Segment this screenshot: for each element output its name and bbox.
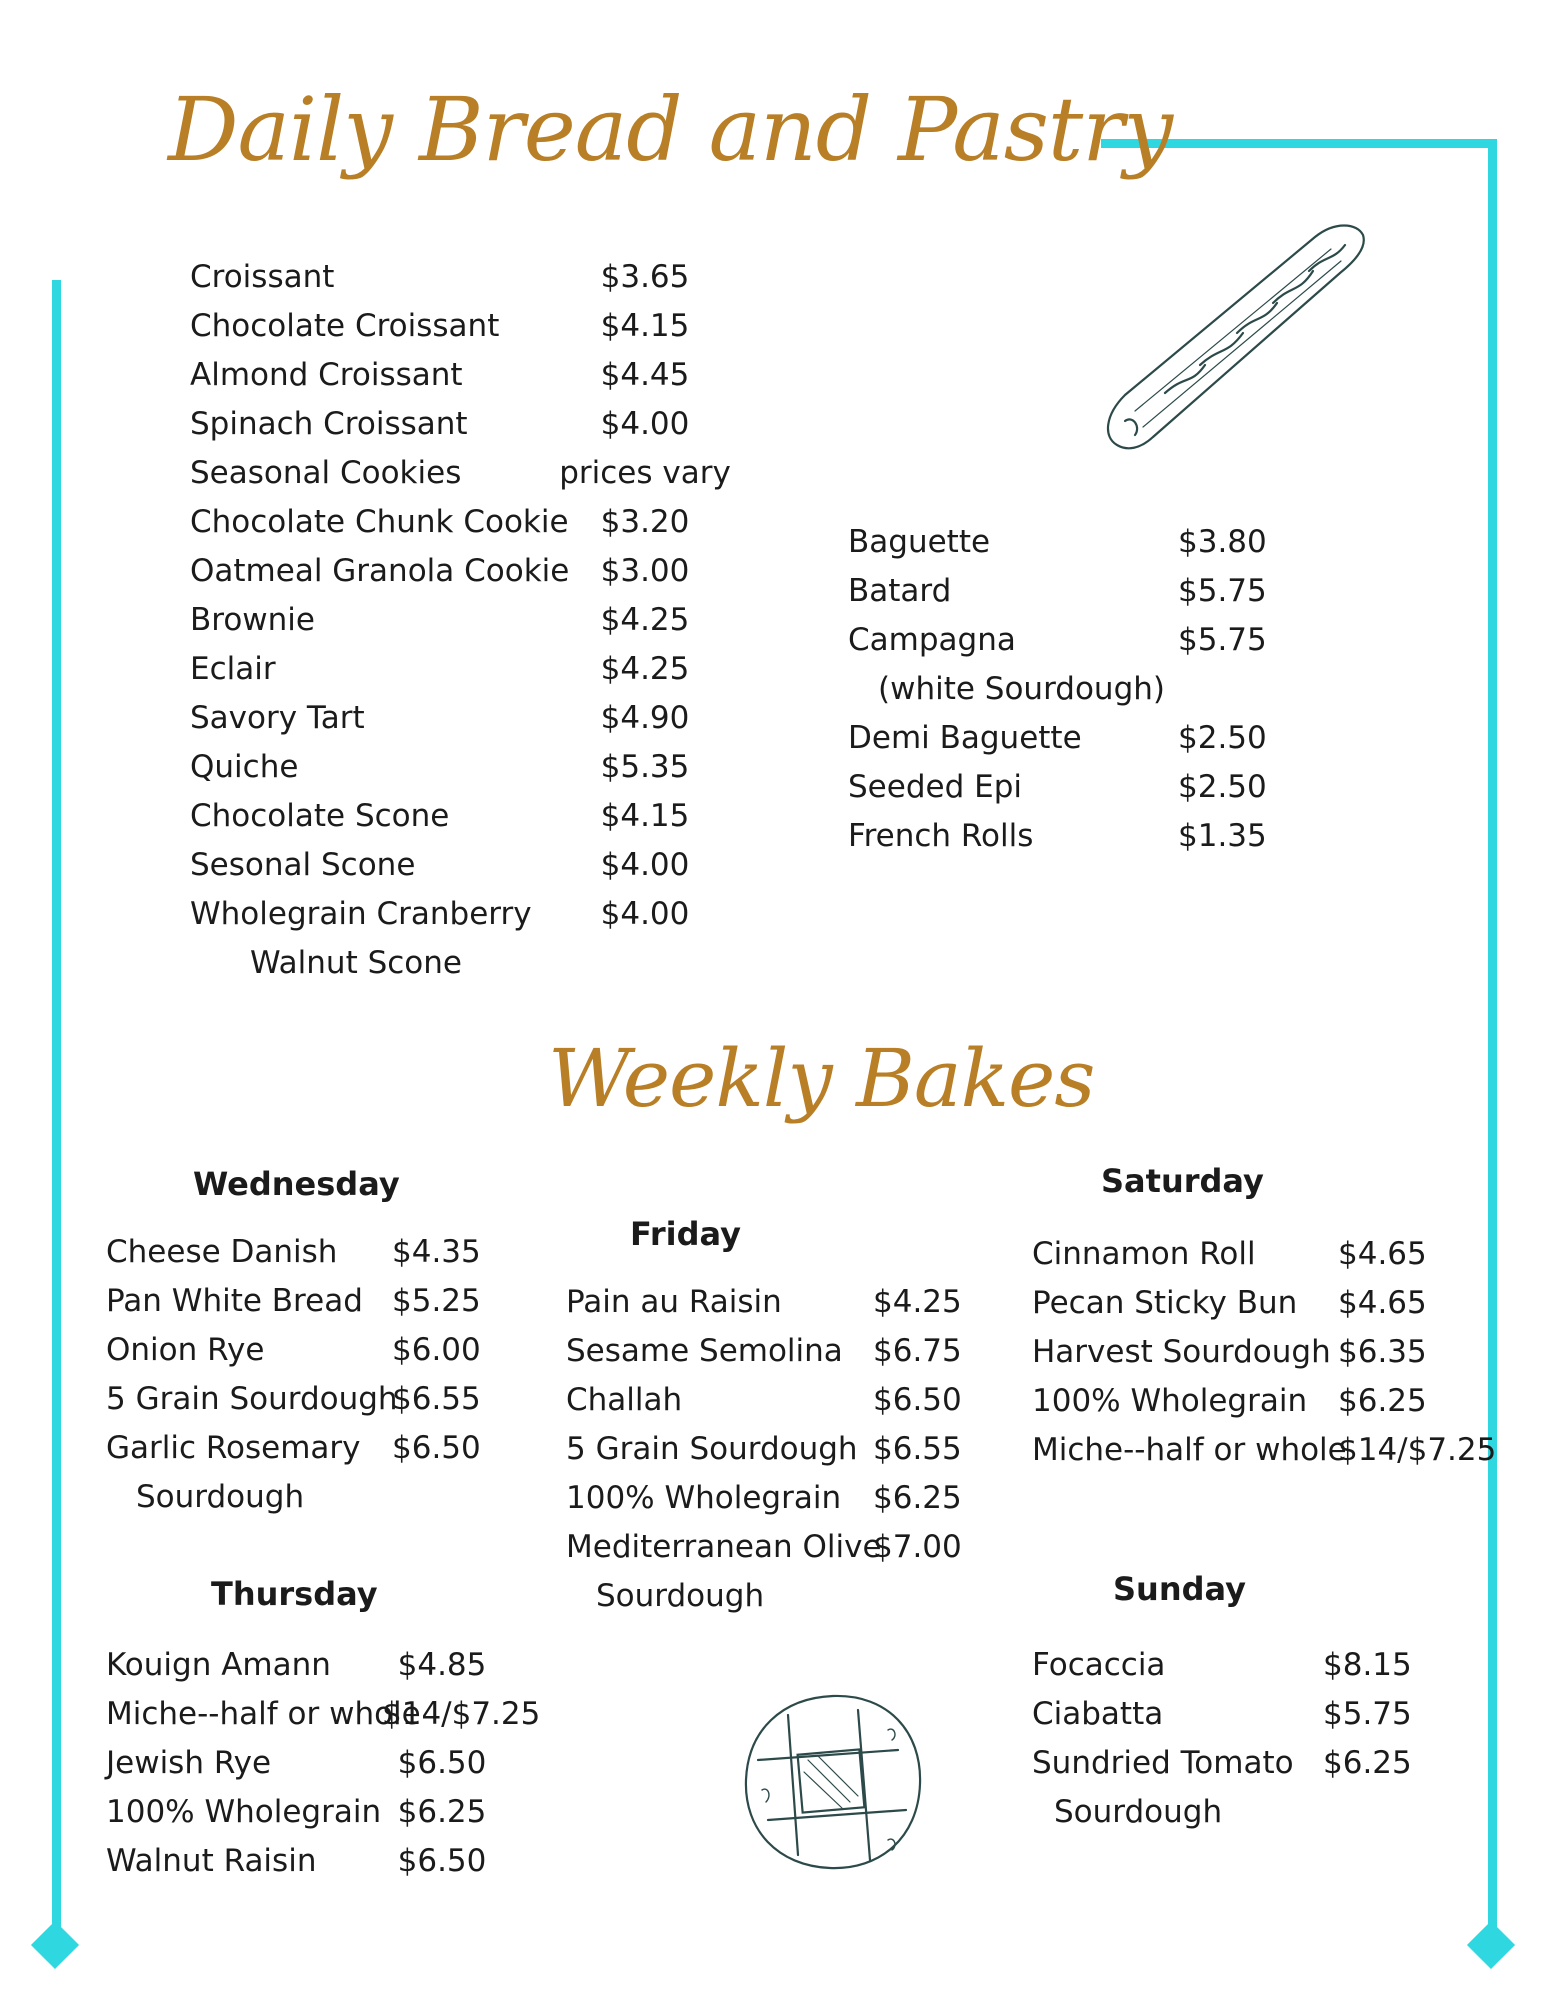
menu-item-name: Wholegrain Cranberry [190, 896, 532, 932]
menu-item-price: $5.75 [1178, 573, 1267, 609]
menu-item-price: $2.50 [1178, 769, 1267, 805]
baguette-illustration [1095, 215, 1375, 460]
menu-item-price: $6.50 [392, 1430, 481, 1466]
menu-item-name: Kouign Amann [106, 1647, 331, 1683]
thursday-heading: Thursday [211, 1575, 378, 1613]
weekly-title: Weekly Bakes [548, 1032, 1095, 1125]
menu-item-name: Harvest Sourdough [1032, 1334, 1331, 1370]
menu-item-name: Savory Tart [190, 700, 365, 736]
menu-item-name: French Rolls [848, 818, 1034, 854]
menu-item-name: Sesame Semolina [566, 1333, 843, 1369]
menu-item-price: $8.15 [1323, 1647, 1412, 1683]
frame-left-diamond [31, 1921, 79, 1969]
daily-title: Daily Bread and Pastry [168, 78, 1173, 181]
menu-item-price: $6.25 [1323, 1745, 1412, 1781]
frame-left-line [52, 280, 61, 1940]
menu-item-name: Pain au Raisin [566, 1284, 782, 1320]
menu-item-name: Sundried Tomato [1032, 1745, 1294, 1781]
menu-item-price: $6.35 [1338, 1334, 1427, 1370]
menu-item-price: $4.25 [600, 651, 690, 687]
menu-item-price: $4.00 [600, 406, 690, 442]
menu-item-price: $14/$7.25 [1338, 1432, 1497, 1468]
menu-item-price: $4.35 [392, 1234, 481, 1270]
menu-item-price: $4.15 [600, 798, 690, 834]
menu-item-name: Ciabatta [1032, 1696, 1164, 1732]
menu-item-name: Walnut Raisin [106, 1843, 317, 1879]
wednesday-heading: Wednesday [193, 1165, 400, 1203]
menu-item-name: Sesonal Scone [190, 847, 416, 883]
menu-item-name: 100% Wholegrain [106, 1794, 382, 1830]
friday-heading: Friday [630, 1215, 741, 1253]
menu-item-name: Chocolate Chunk Cookie [190, 504, 569, 540]
menu-item-price: $6.50 [873, 1382, 962, 1418]
menu-item-price: $4.00 [600, 847, 690, 883]
menu-item-name: Sourdough [136, 1479, 305, 1515]
menu-item-name: Demi Baguette [848, 720, 1082, 756]
menu-item-price: $6.50 [397, 1745, 487, 1781]
menu-item-price: $4.15 [600, 308, 690, 344]
menu-item-name: 100% Wholegrain [566, 1480, 842, 1516]
menu-item-name: 5 Grain Sourdough [566, 1431, 858, 1467]
menu-item-price: $1.35 [1178, 818, 1267, 854]
menu-item-price: $5.75 [1178, 622, 1267, 658]
menu-item-name: (white Sourdough) [878, 671, 1165, 707]
menu-item-name: Onion Rye [106, 1332, 265, 1368]
menu-item-price: $14/$7.25 [382, 1696, 541, 1732]
menu-item-name: Almond Croissant [190, 357, 463, 393]
menu-item-price: $3.00 [600, 553, 690, 589]
menu-item-name: Focaccia [1032, 1647, 1166, 1683]
menu-item-name: Campagna [848, 622, 1016, 658]
menu-item-price: $5.35 [600, 749, 690, 785]
menu-item-price: $3.20 [600, 504, 690, 540]
menu-item-price: $4.65 [1338, 1285, 1427, 1321]
menu-item-name: Spinach Croissant [190, 406, 468, 442]
menu-item-name: Walnut Scone [250, 945, 462, 981]
sunday-heading: Sunday [1113, 1570, 1246, 1608]
menu-item-name: Seeded Epi [848, 769, 1022, 805]
menu-item-price: $4.45 [600, 357, 690, 393]
menu-item-price: $4.90 [600, 700, 690, 736]
menu-item-name: Sourdough [1054, 1794, 1223, 1830]
menu-item-price: $4.85 [397, 1647, 487, 1683]
menu-item-price: $2.50 [1178, 720, 1267, 756]
menu-item-name: Sourdough [596, 1578, 765, 1614]
menu-item-name: Oatmeal Granola Cookie [190, 553, 570, 589]
menu-item-name: Batard [848, 573, 952, 609]
menu-item-name: Jewish Rye [106, 1745, 272, 1781]
menu-item-name: Quiche [190, 749, 299, 785]
menu-item-price: $6.55 [873, 1431, 962, 1467]
menu-item-name: Chocolate Croissant [190, 308, 500, 344]
menu-item-name: Seasonal Cookies [190, 455, 462, 491]
menu-item-name: Cinnamon Roll [1032, 1236, 1256, 1272]
saturday-heading: Saturday [1101, 1162, 1264, 1200]
menu-item-name: Croissant [190, 259, 335, 295]
menu-item-price: $6.75 [873, 1333, 962, 1369]
menu-item-price: $6.25 [397, 1794, 487, 1830]
menu-item-price: prices vary [559, 455, 731, 491]
menu-item-name: 5 Grain Sourdough [106, 1381, 398, 1417]
menu-item-name: Baguette [848, 524, 991, 560]
menu-item-price: $3.65 [600, 259, 690, 295]
menu-item-price: $4.00 [600, 896, 690, 932]
menu-item-name: Pecan Sticky Bun [1032, 1285, 1298, 1321]
menu-item-price: $6.25 [1338, 1383, 1427, 1419]
menu-item-price: $6.55 [392, 1381, 481, 1417]
boule-illustration [738, 1690, 928, 1875]
menu-item-price: $6.25 [873, 1480, 962, 1516]
menu-item-price: $4.65 [1338, 1236, 1427, 1272]
menu-item-price: $5.75 [1323, 1696, 1412, 1732]
menu-item-price: $5.25 [392, 1283, 481, 1319]
menu-item-name: 100% Wholegrain [1032, 1383, 1308, 1419]
menu-item-price: $6.50 [397, 1843, 487, 1879]
menu-item-name: Miche--half or whole [1032, 1432, 1347, 1468]
menu-item-price: $4.25 [600, 602, 690, 638]
menu-item-name: Eclair [190, 651, 276, 687]
menu-item-name: Chocolate Scone [190, 798, 450, 834]
menu-item-name: Brownie [190, 602, 315, 638]
frame-right-diamond [1467, 1921, 1515, 1969]
menu-item-name: Mediterranean Olive [566, 1529, 882, 1565]
menu-item-price: $7.00 [873, 1529, 962, 1565]
menu-item-name: Cheese Danish [106, 1234, 338, 1270]
menu-item-name: Miche--half or whole [106, 1696, 421, 1732]
menu-item-price: $3.80 [1178, 524, 1267, 560]
menu-item-price: $4.25 [873, 1284, 962, 1320]
menu-item-name: Pan White Bread [106, 1283, 363, 1319]
menu-item-price: $6.00 [392, 1332, 481, 1368]
menu-item-name: Challah [566, 1382, 683, 1418]
frame-right-line [1488, 139, 1497, 1939]
menu-item-name: Garlic Rosemary [106, 1430, 361, 1466]
